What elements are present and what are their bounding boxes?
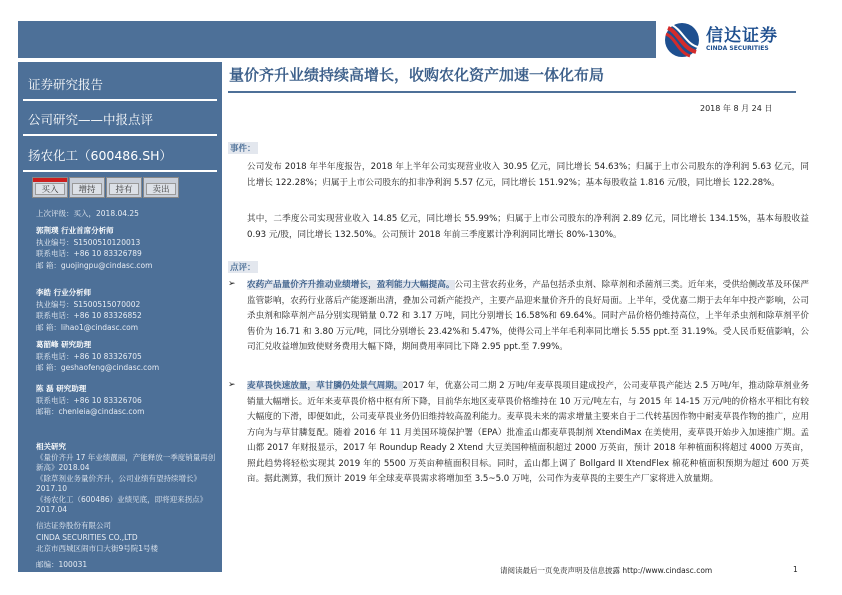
cinda-logo: [664, 20, 824, 60]
rating-scale: [32, 177, 180, 198]
logo-text-en: CINDA SECURITIES: [706, 45, 769, 52]
bullet-arrow-icon: ➢: [228, 380, 236, 390]
analyst: 葛韶峰 研究助理 联系电话：+86 10 83326705 邮 箱：geshaofeng@cindasc.com: [36, 340, 160, 372]
analyst: 李皓 行业分析师 执业编号：S1500515070002 联系电话：+86 10 83326852 邮 箱：lihao1@cindasc.com: [36, 288, 142, 332]
comment-point: 农药产品量价齐升推动业绩增长，盈利能力大幅提高。公司主营农药业务，产品包括杀虫剂、除草剂和杀菌剂三类。近年来，受供给侧改革及环保严监管影响，农药行业落后产能逐渐出清，叠加公司新产能投产，主要产品迎来量价齐升的良好局面。上半年，受优嘉二期于去年年中投产影响，公司杀虫剂和除草剂产品分别实现销量 0.72 和 3.17 万吨，同比分别增长 16.58%和 69.64%。同时产品价格仍维持高位，上半年杀虫剂和除草剂平价售价为 16.71 和 3.80 万元/吨，同比分别增长 23.42%和 5.47%，使得公司上半年毛利率同比增长 5.55 ppt.至 31.19%。受人民币贬值影响，公司汇兑收益增加致使财务费用大幅下降，期间费用率同比下降 2.95 ppt.至 7.99%。: [247, 280, 809, 352]
event-paragraph: 公司发布 2018 年半年度报告，2018 年上半年公司实现营业收入 30.95 亿元，同比增长 54.63%；归属于上市公司股东的净利润 5.63 亿元，同比增长 122.28%；归属于上市公司股东的扣非净利润 5.57 亿元，同比增长 151.92%；基本每股收益 1.816 元/股，同比增长 122.28%。: [247, 162, 809, 188]
company-info: 信达证券股份有限公司 CINDA SECURITIES CO.,LTD 北京市西城区闹市口大街9号院1号楼 邮编：100031: [36, 521, 159, 569]
last-rating: 上次评级：买入，2018.04.25: [36, 209, 139, 218]
header-bar: [18, 21, 656, 58]
cinda-logo-icon: [664, 22, 700, 58]
report-date: 2018 年 8 月 24 日: [700, 104, 773, 113]
analyst: 陈 磊 研究助理 联系电话：+86 10 83326706 邮箱：chenleia@cindasc.com: [36, 384, 145, 416]
rating-overweight: 增持: [69, 177, 105, 198]
related-research: 相关研究 《量价齐升 17 年业绩靓丽，产能释放一季度销量再创新高》2018.04 《除草剂业务量价齐升，公司业绩有望持续增长》2017.10 《扬农化工（600486）业绩见底，即将迎来拐点》2017.04: [36, 442, 216, 514]
bullet-arrow-icon: ➢: [228, 279, 236, 289]
analyst: 郭荆璞 行业首席分析师 执业编号：S1500510120013 联系电话：+86 10 83326789 邮 箱：guojingpu@cindasc.com: [36, 226, 153, 270]
divider: [23, 99, 217, 101]
event-paragraph: 其中，二季度公司实现营业收入 14.85 亿元，同比增长 55.99%；归属于上市公司股东的净利润 2.89 亿元，同比增长 134.15%，基本每股收益 0.93 元/股，同比增长 132.50%。公司预计 2018 年前三季度累计净利润同比增长 80%-130%。: [247, 214, 809, 240]
rating-hold: 持有: [106, 177, 142, 198]
report-category: 公司研究——中报点评: [28, 112, 154, 127]
rating-buy: 买入: [32, 177, 68, 198]
related-link[interactable]: 《除草剂业务量价齐升，公司业绩有望持续增长》2017.10: [36, 473, 201, 493]
related-link[interactable]: 《扬农化工（600486）业绩见底，即将迎来拐点》2017.04: [36, 494, 208, 514]
event-heading: 事件：: [230, 144, 256, 154]
report-type: 证券研究报告: [28, 77, 104, 92]
divider: [23, 134, 217, 136]
page-number: 1: [793, 565, 798, 574]
logo-text-cn: 信达证券: [706, 26, 778, 46]
disclaimer-footer: 请阅读最后一页免责声明及信息披露 http://www.cindasc.com: [500, 566, 713, 575]
report-title: 量价齐升业绩持续高增长，收购农化资产加速一体化布局: [229, 66, 605, 84]
title-divider: [228, 91, 796, 93]
rating-sell: 卖出: [143, 177, 179, 198]
comment-point: 麦草畏快速放量，草甘膦仍处景气周期。2017 年，优嘉公司二期 2 万吨/年麦草畏项目建成投产，公司麦草畏产能达 2.5 万吨/年，推动除草剂业务销量大幅增长。近年来麦草畏价格中枢有所下降，目前华东地区麦草畏价格维持在 10 万元/吨左右，与 2015 年 14-15 万元/吨的价格水平相比有较大幅度的下滑，即便如此，公司麦草畏业务仍旧维持较高盈利能力。麦草畏未来的需求增量主要来自于二代转基因作物中耐麦草畏作物的推广，应用方向为与草甘膦复配。随着 2016 年 11 月美国环境保护署（EPA）批准孟山都麦草畏制剂 XtendiMax 在美使用，麦草畏开始步入加速推广期。孟山都 2017 年财报显示，2017 年 Roundup Ready 2 Xtend 大豆美国种植面积超过 2000 万英亩，预计 2018 年种植面积将超过 4000 万英亩，照此趋势将轻松实现其 2019 年的 5500 万英亩种植面积目标。同时，孟山都上调了 Bollgard II XtendFlex 棉花种植面积预期为超过 600 万英亩。据此测算，我们预计 2019 年全球麦草畏需求将增加至 3.5~5.0 万吨，公司作为麦草畏的主要生产厂家将进入放量期。: [247, 381, 809, 484]
sidebar: [18, 62, 222, 572]
related-link[interactable]: 《量价齐升 17 年业绩靓丽，产能释放一季度销量再创新高》2018.04: [36, 452, 216, 472]
stock-name: 扬农化工（600486.SH）: [28, 148, 173, 163]
comment-heading: 点评：: [230, 263, 256, 273]
divider: [23, 170, 217, 172]
